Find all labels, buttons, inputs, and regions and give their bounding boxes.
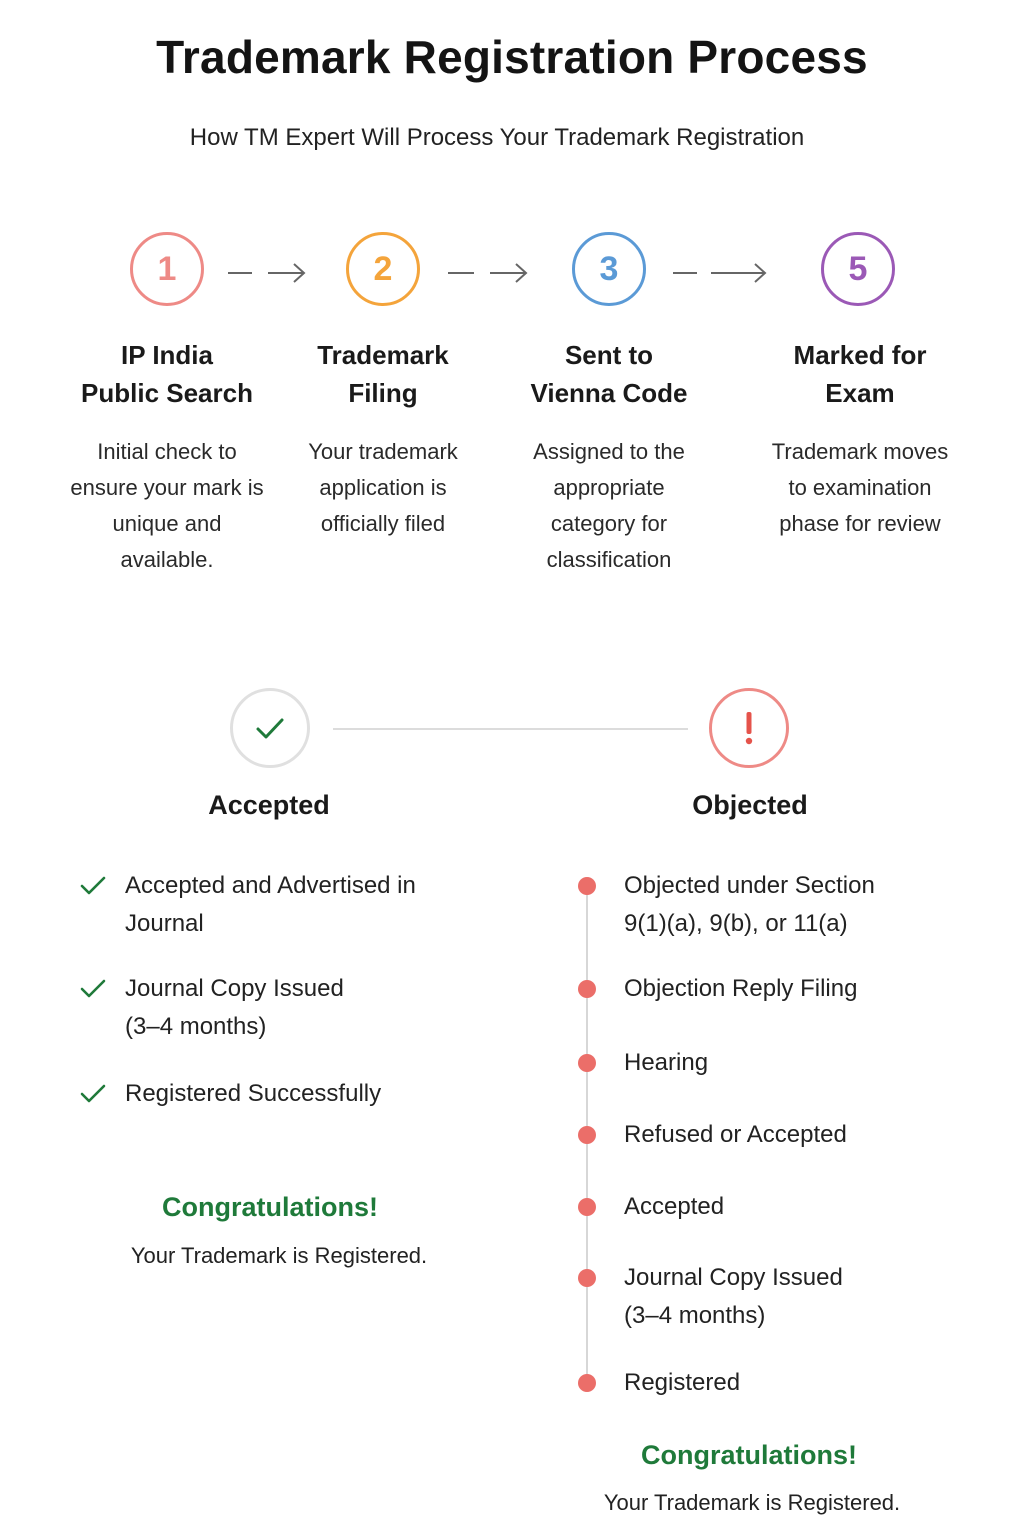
step-title-line: Public Search: [81, 378, 253, 408]
step-number-badge: [821, 232, 895, 306]
step-title-line: IP India: [121, 340, 213, 370]
step-number-badge: [130, 232, 204, 306]
page-subtitle: How TM Expert Will Process Your Trademark Registration: [189, 124, 805, 151]
step-number: 5: [848, 249, 868, 288]
timeline-dot: [578, 1198, 596, 1216]
step-title-line: Trademark: [317, 340, 449, 370]
outcome-connector-line: [333, 728, 688, 730]
timeline-item: [578, 970, 984, 1008]
objected-congrats: Congratulations!: [641, 1440, 857, 1470]
timeline-item-text: Accepted: [624, 1193, 725, 1220]
timeline-dot: [578, 877, 596, 895]
timeline-item-text: Objection Reply Filing: [624, 975, 858, 1002]
timeline-item-text: Registered: [624, 1369, 741, 1396]
step-description: Your trademark application is officially filed: [308, 439, 458, 536]
step-number: 3: [599, 249, 619, 288]
timeline-dot: [578, 980, 596, 998]
step-number: 2: [373, 249, 393, 288]
step-number: 1: [157, 249, 177, 288]
list-item: [78, 1075, 455, 1113]
list-item-text: Accepted and Advertised in Journal: [125, 872, 416, 937]
timeline-dot: [578, 1269, 596, 1287]
timeline-item: [578, 1259, 874, 1335]
list-item-text: Journal Copy Issued (3–4 months): [125, 975, 344, 1040]
step-description: Initial check to ensure your mark is unique and available.: [70, 439, 264, 572]
timeline-item: [578, 867, 914, 943]
accepted-badge: [230, 688, 310, 768]
step-title: [268, 336, 498, 412]
check-icon: [78, 974, 108, 1004]
list-item: [78, 867, 435, 943]
step-number-badge: [572, 232, 646, 306]
exclamation-icon: [734, 708, 764, 748]
timeline-item: [578, 1188, 984, 1226]
timeline-item-text: Hearing: [624, 1049, 709, 1076]
arrow-right-icon: [228, 260, 308, 286]
arrow-right-icon: [448, 260, 530, 286]
timeline-item-text: Objected under Section 9(1)(a), 9(b), or 11(a): [624, 872, 875, 937]
list-item: [78, 970, 385, 1046]
step-title-line: Vienna Code: [530, 378, 688, 408]
accepted-title: Accepted: [208, 790, 330, 820]
list-item-text: Registered Successfully: [125, 1080, 382, 1107]
timeline-item-text: Journal Copy Issued (3–4 months): [624, 1264, 843, 1329]
accepted-registered-note: Your Trademark is Registered.: [130, 1243, 428, 1268]
step-description: Trademark moves to examination phase for review: [771, 439, 949, 536]
objected-title: Objected: [692, 790, 808, 820]
objected-badge: [709, 688, 789, 768]
check-icon: [253, 711, 287, 745]
timeline-item: [578, 1116, 984, 1154]
objected-registered-note: Your Trademark is Registered.: [603, 1490, 901, 1515]
step-title-line: Filing: [348, 378, 418, 408]
step-title-line: Sent to: [564, 340, 654, 370]
check-icon: [78, 871, 108, 901]
check-icon: [78, 1079, 108, 1109]
step-title: [745, 336, 975, 412]
step-title: [52, 336, 282, 412]
timeline-dot: [578, 1054, 596, 1072]
step-title-line: Marked for: [793, 340, 927, 370]
timeline-item: [578, 1044, 984, 1082]
step-marked-for-exam: [745, 232, 975, 542]
timeline-item: [578, 1364, 984, 1402]
accepted-congrats: Congratulations!: [162, 1192, 378, 1222]
page-title: Trademark Registration Process: [156, 31, 868, 83]
timeline-dot: [578, 1126, 596, 1144]
step-title-line: Exam: [825, 378, 895, 408]
timeline-item-text: Refused or Accepted: [624, 1121, 847, 1148]
arrow-right-icon: [673, 260, 769, 286]
timeline-dot: [578, 1374, 596, 1392]
step-description: Assigned to the appropriate category for classification: [533, 439, 685, 572]
step-title: [494, 336, 724, 412]
step-number-badge: [346, 232, 420, 306]
